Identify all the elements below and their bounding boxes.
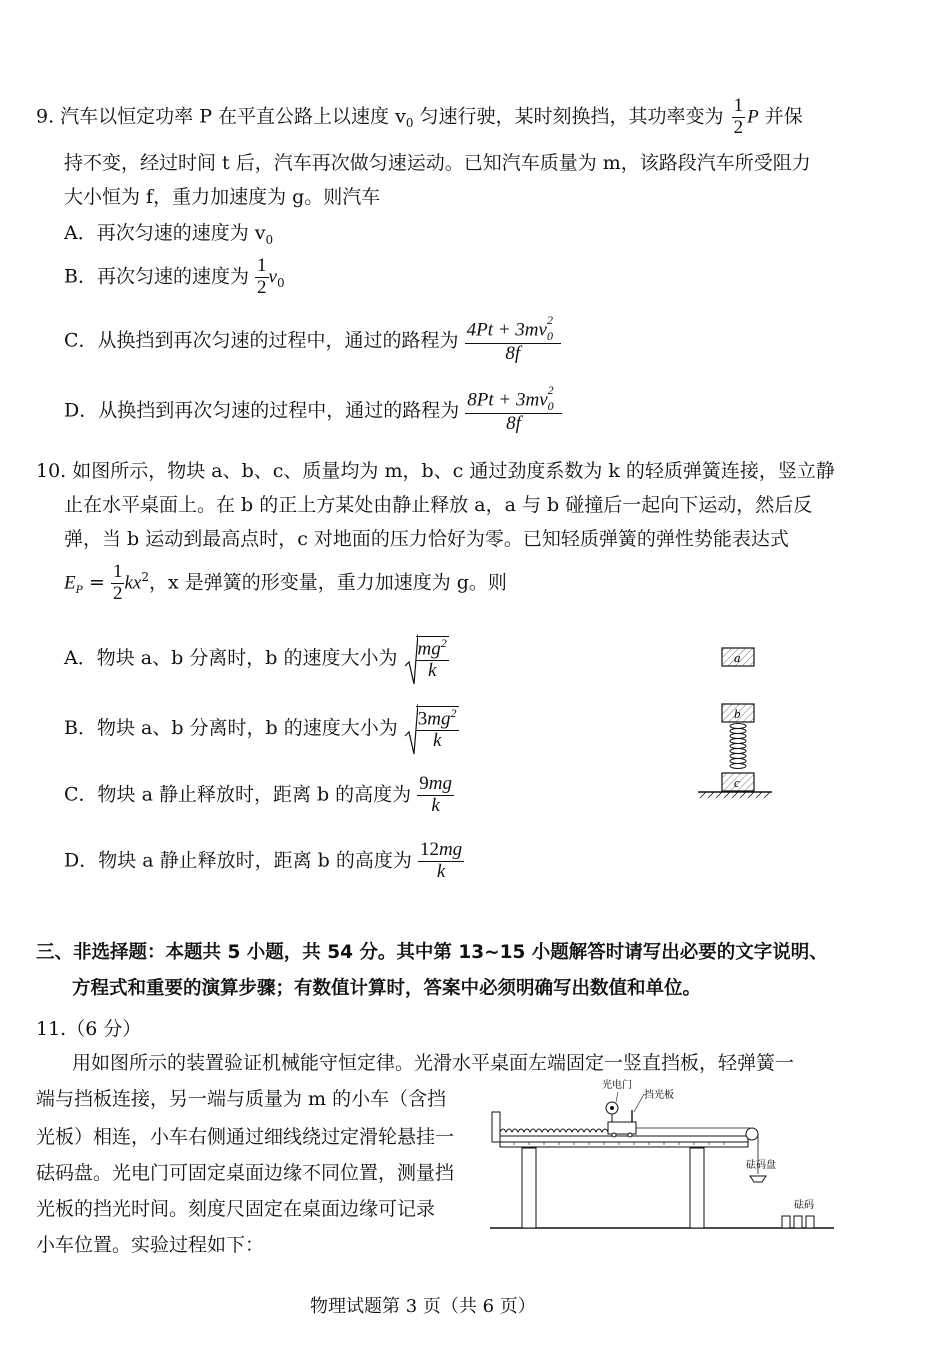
page-footer: 物理试题第 3 页（共 6 页）: [310, 1296, 536, 1317]
block-b-label: b: [734, 706, 741, 721]
block-a-label: a: [734, 650, 741, 665]
q9-line1: 9. 汽车以恒定功率 P 在平直公路上以速度 $v_0$ 匀速行驶，某时刻换挡，其功率变为 $\frac{1}{2}$ P 并保: [36, 95, 803, 138]
q11-para-line1: 用如图所示的装置验证机械能守恒定律。光滑水平桌面左端固定一竖直挡板，轻弹簧一: [72, 1052, 795, 1074]
q10-option-a: A．物块 a、b 分离时，b 的速度大小为 $\frac{mg^2}{k}$: [64, 632, 449, 686]
q11-heading: 11.（6 分）: [36, 1018, 142, 1040]
q11-para-line3: 光板）相连，小车右侧通过细线绕过定滑轮悬挂一: [36, 1126, 455, 1148]
q9-option-c: C．从换挡到再次匀速的过程中，通过的路程为 $\frac{4Pt + 3mv_0^2}{8f}$: [64, 318, 561, 365]
q9-line2: 持不变，经过时间 t 后，汽车再次做匀速运动。已知汽车质量为 m，该路段汽车所受阻力: [64, 152, 811, 174]
weights-label: 砝码: [794, 1200, 814, 1211]
q9-line3: 大小恒为 f，重力加速度为 g。则汽车: [64, 186, 381, 208]
q9-option-d: D．从换挡到再次匀速的过程中，通过的路程为 $\frac{8Pt + 3mv_0^2}{8f}$: [64, 388, 562, 435]
q11-para-line2: 端与挡板连接，另一端与质量为 m 的小车（含挡: [36, 1088, 447, 1110]
q9-option-b: B．再次匀速的速度为 $\frac{1}{2}$ $v_0$: [64, 255, 285, 298]
q10-line4: $E_P$ = $\frac{1}{2}$ $kx^2$，x 是弹簧的形变量，重力加速度为 g。则: [64, 561, 507, 604]
track-apparatus-figure: [484, 1076, 840, 1236]
q10-line1: 10. 如图所示，物块 a、b、c、质量均为 m，b、c 通过劲度系数为 k 的轻质弹簧连接，竖立静: [36, 460, 835, 482]
q10-line2: 止在水平桌面上。在 b 的正上方某处由静止释放 a，a 与 b 碰撞后一起向下运动，然后反: [64, 494, 813, 516]
weight-pan-label: 砝码盘: [746, 1160, 776, 1171]
q10-option-c: C．物块 a 静止释放时，距离 b 的高度为 $\frac{9mg}{k}$: [64, 773, 452, 816]
q10-line3: 弹，当 b 运动到最高点时，c 对地面的压力恰好为零。已知轻质弹簧的弹性势能表达式: [64, 528, 789, 550]
spring-blocks-figure: [690, 640, 780, 805]
q10-option-b: B．物块 a、b 分离时，b 的速度大小为 $\frac{3mg^2}{k}$: [64, 702, 459, 756]
section3-heading-line2: 方程式和重要的演算步骤；有数值计算时，答案中必须明确写出数值和单位。: [72, 978, 702, 999]
q11-para-line4: 砝码盘。光电门可固定桌面边缘不同位置，测量挡: [36, 1162, 455, 1184]
q9-option-a: A．再次匀速的速度为 $v_0$: [64, 222, 274, 247]
q11-para-line5: 光板的挡光时间。刻度尺固定在桌面边缘可记录: [36, 1198, 436, 1220]
shading-plate-label: 挡光板: [644, 1090, 674, 1101]
block-c-label: c: [734, 775, 740, 790]
photogate-label: 光电门: [602, 1080, 632, 1091]
q10-option-d: D．物块 a 静止释放时，距离 b 的高度为 $\frac{12mg}{k}$: [64, 839, 463, 882]
section3-heading-line1: 三、非选择题：本题共 5 小题，共 54 分。其中第 13~15 小题解答时请写出必要的文字说明、: [36, 942, 828, 963]
q11-para-line6: 小车位置。实验过程如下：: [36, 1234, 265, 1256]
